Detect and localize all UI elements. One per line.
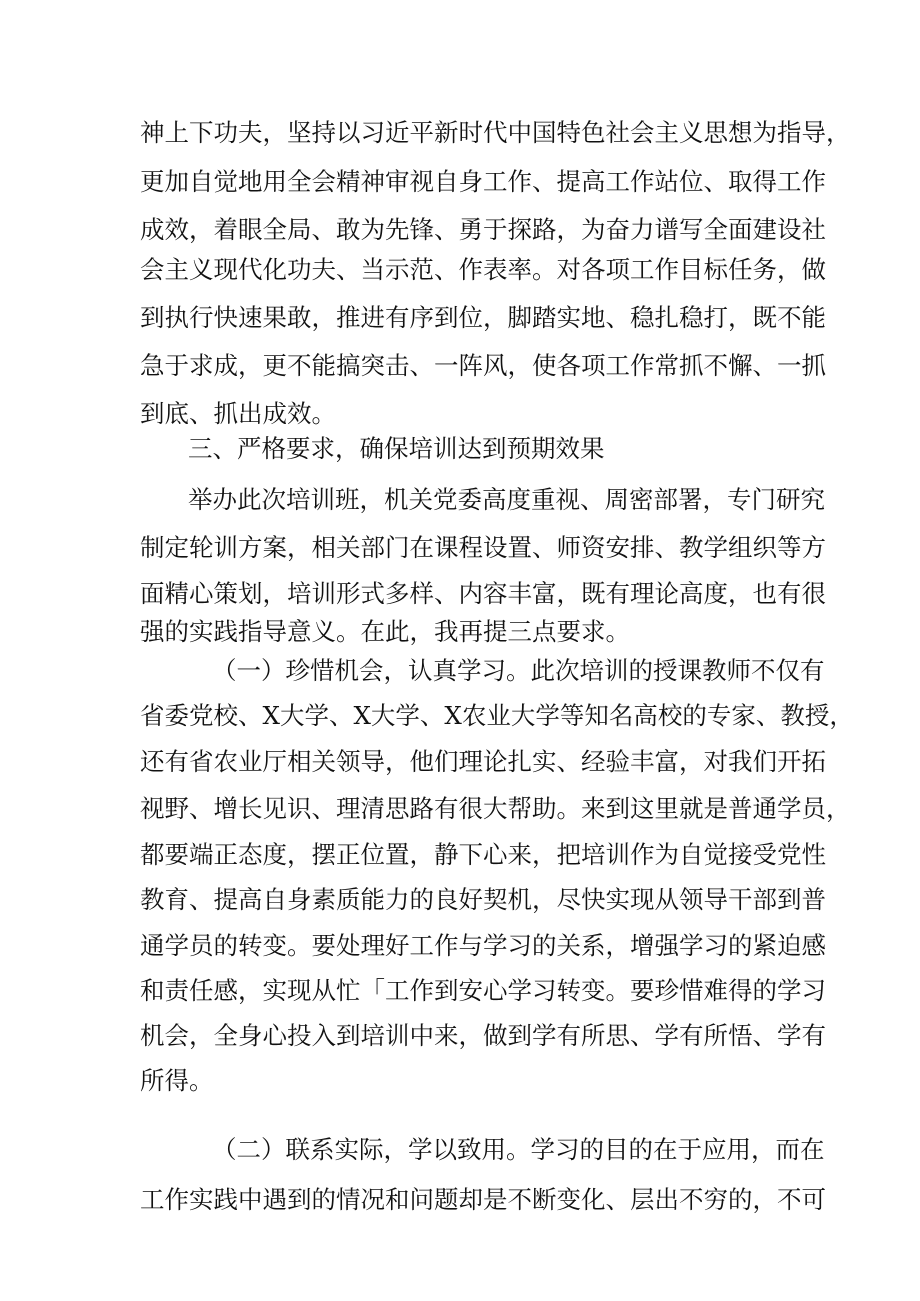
body-text-line: 机会，全身心投入到培训中来，做到学有所思、学有所悟、学有 (140, 1021, 826, 1050)
body-text-line: 神上下功夫，坚持以习近平新时代中国特色社会主义思想为指导， (140, 118, 851, 147)
body-text-line: 成效，着眼全局、敢为先锋、勇于探路，为奋力谱写全面建设社 (140, 215, 826, 244)
body-text-line: 面精心策划，培训形式多样、内容丰富，既有理论高度，也有很 (140, 579, 826, 608)
subsection-line: （二）联系实际，学以致用。学习的目的在于应用，而在 (212, 1135, 825, 1164)
body-text-line: 通学员的转变。要处理好工作与学习的关系，增强学习的紧迫感 (140, 931, 826, 960)
body-text-line: 到底、抓出成效。 (140, 399, 336, 428)
body-text-line: 强的实践指导意义。在此，我再提三点要求。 (140, 617, 630, 646)
body-text-line: 更加自觉地用全会精神审视自身工作、提高工作站位、取得工作 (140, 167, 826, 196)
body-text-line: 举办此次培训班，机关党委高度重视、周密部署，专门研究 (188, 485, 825, 514)
body-text-line: 省委党校、X大学、X大学、X农业大学等知名高校的专家、教授， (140, 701, 854, 730)
body-text-line: 所得。 (140, 1066, 214, 1095)
body-text-line: 制定轮训方案，相关部门在课程设置、师资安排、教学组织等方 (140, 533, 826, 562)
body-text-line: 还有省农业厅相关领导，他们理论扎实、经验丰富，对我们开拓 (140, 747, 826, 776)
section-heading: 三、严格要求，确保培训达到预期效果 (188, 434, 605, 463)
body-text-line: 急于求成，更不能搞突击、一阵风，使各项工作常抓不懈、一抓 (140, 351, 826, 380)
body-text-line: 都要端正态度，摆正位置，静下心来，把培训作为自觉接受党性 (140, 840, 826, 869)
body-text-line: 工作实践中遇到的情况和问题却是不断变化、层出不穷的，不可 (140, 1185, 826, 1214)
subsection-line: （一）珍惜机会，认真学习。此次培训的授课教师不仅有 (212, 656, 825, 685)
body-text-line: 视野、增长见识、理清思路有很大帮助。来到这里就是普通学员， (140, 794, 851, 823)
body-text-line: 教育、提高自身素质能力的良好契机，尽快实现从领导干部到普 (140, 885, 826, 914)
body-text-line: 到执行快速果敢，推进有序到位，脚踏实地、稳扎稳打，既不能 (140, 303, 826, 332)
body-text-line: 和责任感，实现从忙「工作到安心学习转变。要珍惜难得的学习 (140, 976, 826, 1005)
body-text-line: 会主义现代化功夫、当示范、作表率。对各项工作目标任务，做 (140, 255, 826, 284)
